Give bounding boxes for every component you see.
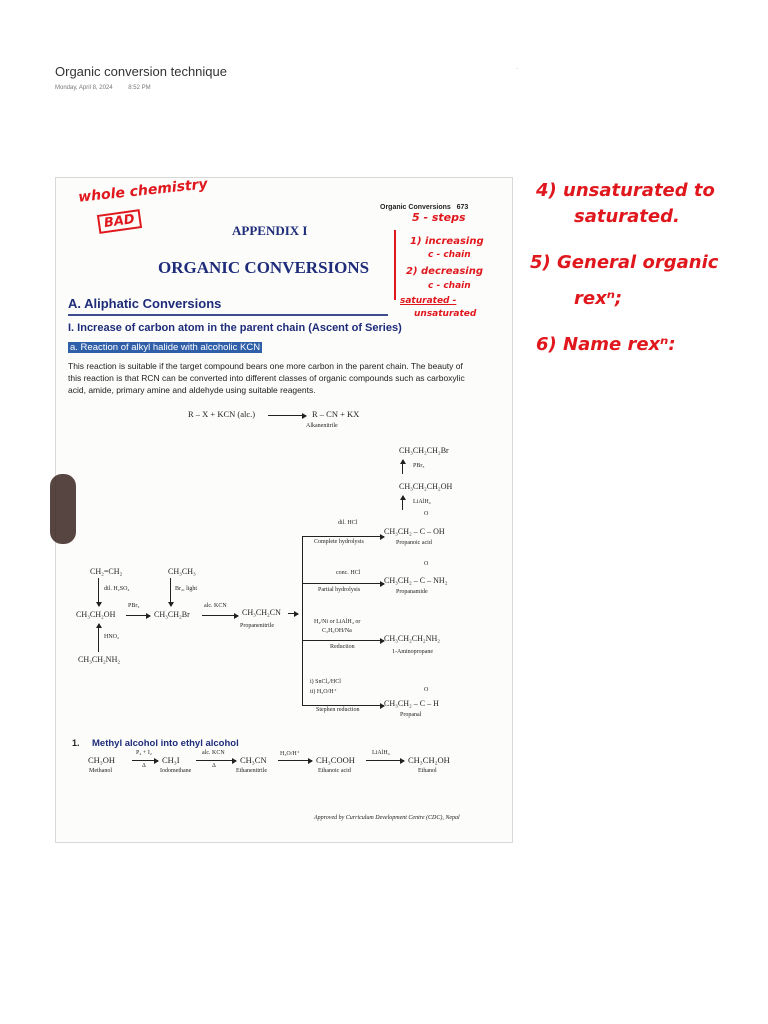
ethanol-name: Ethanol [418,768,437,774]
branch-1-line [302,536,380,537]
note-time: 8:52 PM [128,85,151,91]
appendix-label: APPENDIX I [232,223,308,238]
margin-note-6: saturated - [400,296,457,306]
ethane-reagent: Br₂, light [175,586,198,592]
propanamide: CH₃CH₂ – C – NH₂ [384,576,448,585]
pbr3-top: PBr₃ [413,463,425,469]
ethane: CH₃CH₃ [168,567,196,576]
methanol: CH₃OH [88,755,116,765]
ethanenitrile-name: Ethanenitrile [236,768,267,774]
propanol: CH₃CH₂CH₂OH [399,482,453,491]
step-4-arrow [366,760,404,761]
propanenitrile-label: Propanenitrile [240,623,274,629]
reaction-rhs: R – CN + KX [312,409,360,419]
example-title: Methyl alcohol into ethyl alcohol [92,738,239,749]
branch-3-line [302,640,380,641]
right-note-3: 5) General organic [530,252,719,273]
reaction-lhs: R – X + KCN (alc.) [188,409,256,419]
highlighted-heading: a. Reaction of alkyl halide with alcoholic KCN [70,342,261,353]
propanamide-name: Propanamide [396,589,428,595]
step-1-cond: Δ [142,763,146,769]
branch-4-condition: Stephen reduction [316,707,360,713]
branch-2-line [302,583,380,584]
ethene: CH₂=CH₂ [90,567,123,576]
step-4-reagent: LiAlH₄ [372,750,390,756]
branch-3-condition: Reduction [330,644,355,650]
reaction-arrow [268,415,306,416]
up-arrow-2 [402,496,403,510]
example-number: 1. [72,738,80,748]
margin-note-2: 1) increasing [410,236,484,247]
scanned-page [55,177,513,843]
branch-2-carbonyl: O [424,561,429,567]
bromo-arrow [202,615,238,616]
ethanol-product: CH₃CH₂OH [408,755,450,765]
page-heading: ORGANIC CONVERSIONS [158,258,370,277]
section-heading: A. Aliphatic Conversions [68,296,222,311]
margin-note-3: c - chain [428,250,471,260]
hno2-arrow [98,624,99,652]
right-note-1: 4) unsaturated to [536,180,715,201]
propanoic-acid-name: Propanoic acid [396,540,432,546]
step-1-reagent: P₄ + I₂ [136,750,152,756]
methanol-name: Methanol [89,768,112,774]
branch-3-reagent: H₂/Ni or LiAlH₄ or [314,619,361,625]
branch-4-line [302,705,380,706]
ethanol: CH₃CH₂OH [76,610,116,619]
step-2-arrow [196,760,236,761]
thumb-shadow [50,474,76,544]
subsection-heading: I. Increase of carbon atom in the parent chain (Ascent of Series) [68,322,402,334]
ethylamine: CH₃CH₂NH₂ [78,655,121,664]
margin-note-5: c - chain [428,281,471,291]
branch-2-condition: Partial hydrolysis [318,587,361,593]
iodomethane-name: Iodomethane [160,768,192,774]
margin-note-1: 5 - steps [412,211,466,224]
iodomethane: CH₃I [162,755,180,765]
step-3-reagent: H₃O/H⁺ [280,751,300,757]
aminopropane-name: 1-Aminopropane [392,649,433,655]
pbr3-left: PBr₃ [128,603,140,609]
note-title: Organic conversion technique [55,64,227,79]
ethane-arrow [170,578,171,606]
margin-note-7: unsaturated [414,309,477,319]
handwriting-whole-chemistry: whole chemistry [77,176,209,206]
branch-1-reagent: dil. HCl [338,520,358,526]
propyl-bromide: CH₃CH₂CH₂Br [399,446,449,455]
branch-4-carbonyl: O [424,687,429,693]
branch-2-reagent: conc. HCl [336,570,361,576]
ethanoic-acid: CH₃COOH [316,755,355,765]
step-3-arrow [278,760,312,761]
branch-vertical [302,536,303,706]
up-arrow-1 [402,460,403,474]
right-note-4: rexⁿ; [574,288,623,309]
scroll-dot: · [516,66,518,72]
branch-4-reagent: i) SnCl₂/HCl [310,679,341,685]
propanenitrile: CH₃CH₂CN [242,608,281,617]
kcn-label: alc. KCN [204,603,227,609]
intro-paragraph: This reaction is suitable if the target compound bears one more carbon in the parent chain. The beauty of this reaction is that RCN can be converted into different classes of organic compounds such as carboxylic acid, amide, primary amine and aldehyde using suitable reagents. [68,361,465,395]
nitrile-arrow [288,613,298,614]
handwriting-stamp: BAD [97,209,142,234]
propanal-name: Propanal [400,712,422,718]
ethene-arrow [98,578,99,606]
lialh4-top: LiAlH₄ [413,499,431,505]
ethanol-arrow [126,615,150,616]
margin-note-4: 2) decreasing [406,266,483,277]
ethene-reagent: dil. H₂SO₄ [104,586,130,592]
right-note-5: 6) Name rexⁿ: [536,334,676,355]
section-rule [68,314,388,316]
bromoethane: CH₃CH₂Br [154,610,190,619]
alkanenitrile-label: Alkanenitrile [306,423,338,429]
hno2-label: HNO₂ [104,634,120,640]
step-2-reagent: alc. KCN [202,750,225,756]
header-right: Organic Conversions 673 [380,204,469,211]
margin-bracket [394,230,396,300]
ethanenitrile: CH₃CN [240,755,267,765]
propanoic-acid: CH₃CH₂ – C – OH [384,527,445,536]
branch-1-carbonyl: O [424,511,429,517]
branch-1-condition: Complete hydrolysis [314,539,364,545]
ethanoic-acid-name: Ethanoic acid [318,768,351,774]
right-note-2: saturated. [574,206,680,227]
branch-4-reagent2: ii) H₃O/H⁺ [310,689,337,695]
propanal: CH₃CH₂ – C – H [384,699,439,708]
step-2-cond: Δ [212,763,216,769]
note-date: Monday, April 8, 2024 [55,85,113,91]
page-footer: Approved by Curriculum Development Centre (CDC), Nepal [314,815,460,821]
step-1-arrow [132,760,158,761]
note-timestamp [55,85,165,91]
aminopropane: CH₃CH₂CH₂NH₂ [384,634,441,643]
branch-3-reagent2: C₂H₅OH/Na [322,628,352,634]
branch-1-arrow [380,536,384,537]
